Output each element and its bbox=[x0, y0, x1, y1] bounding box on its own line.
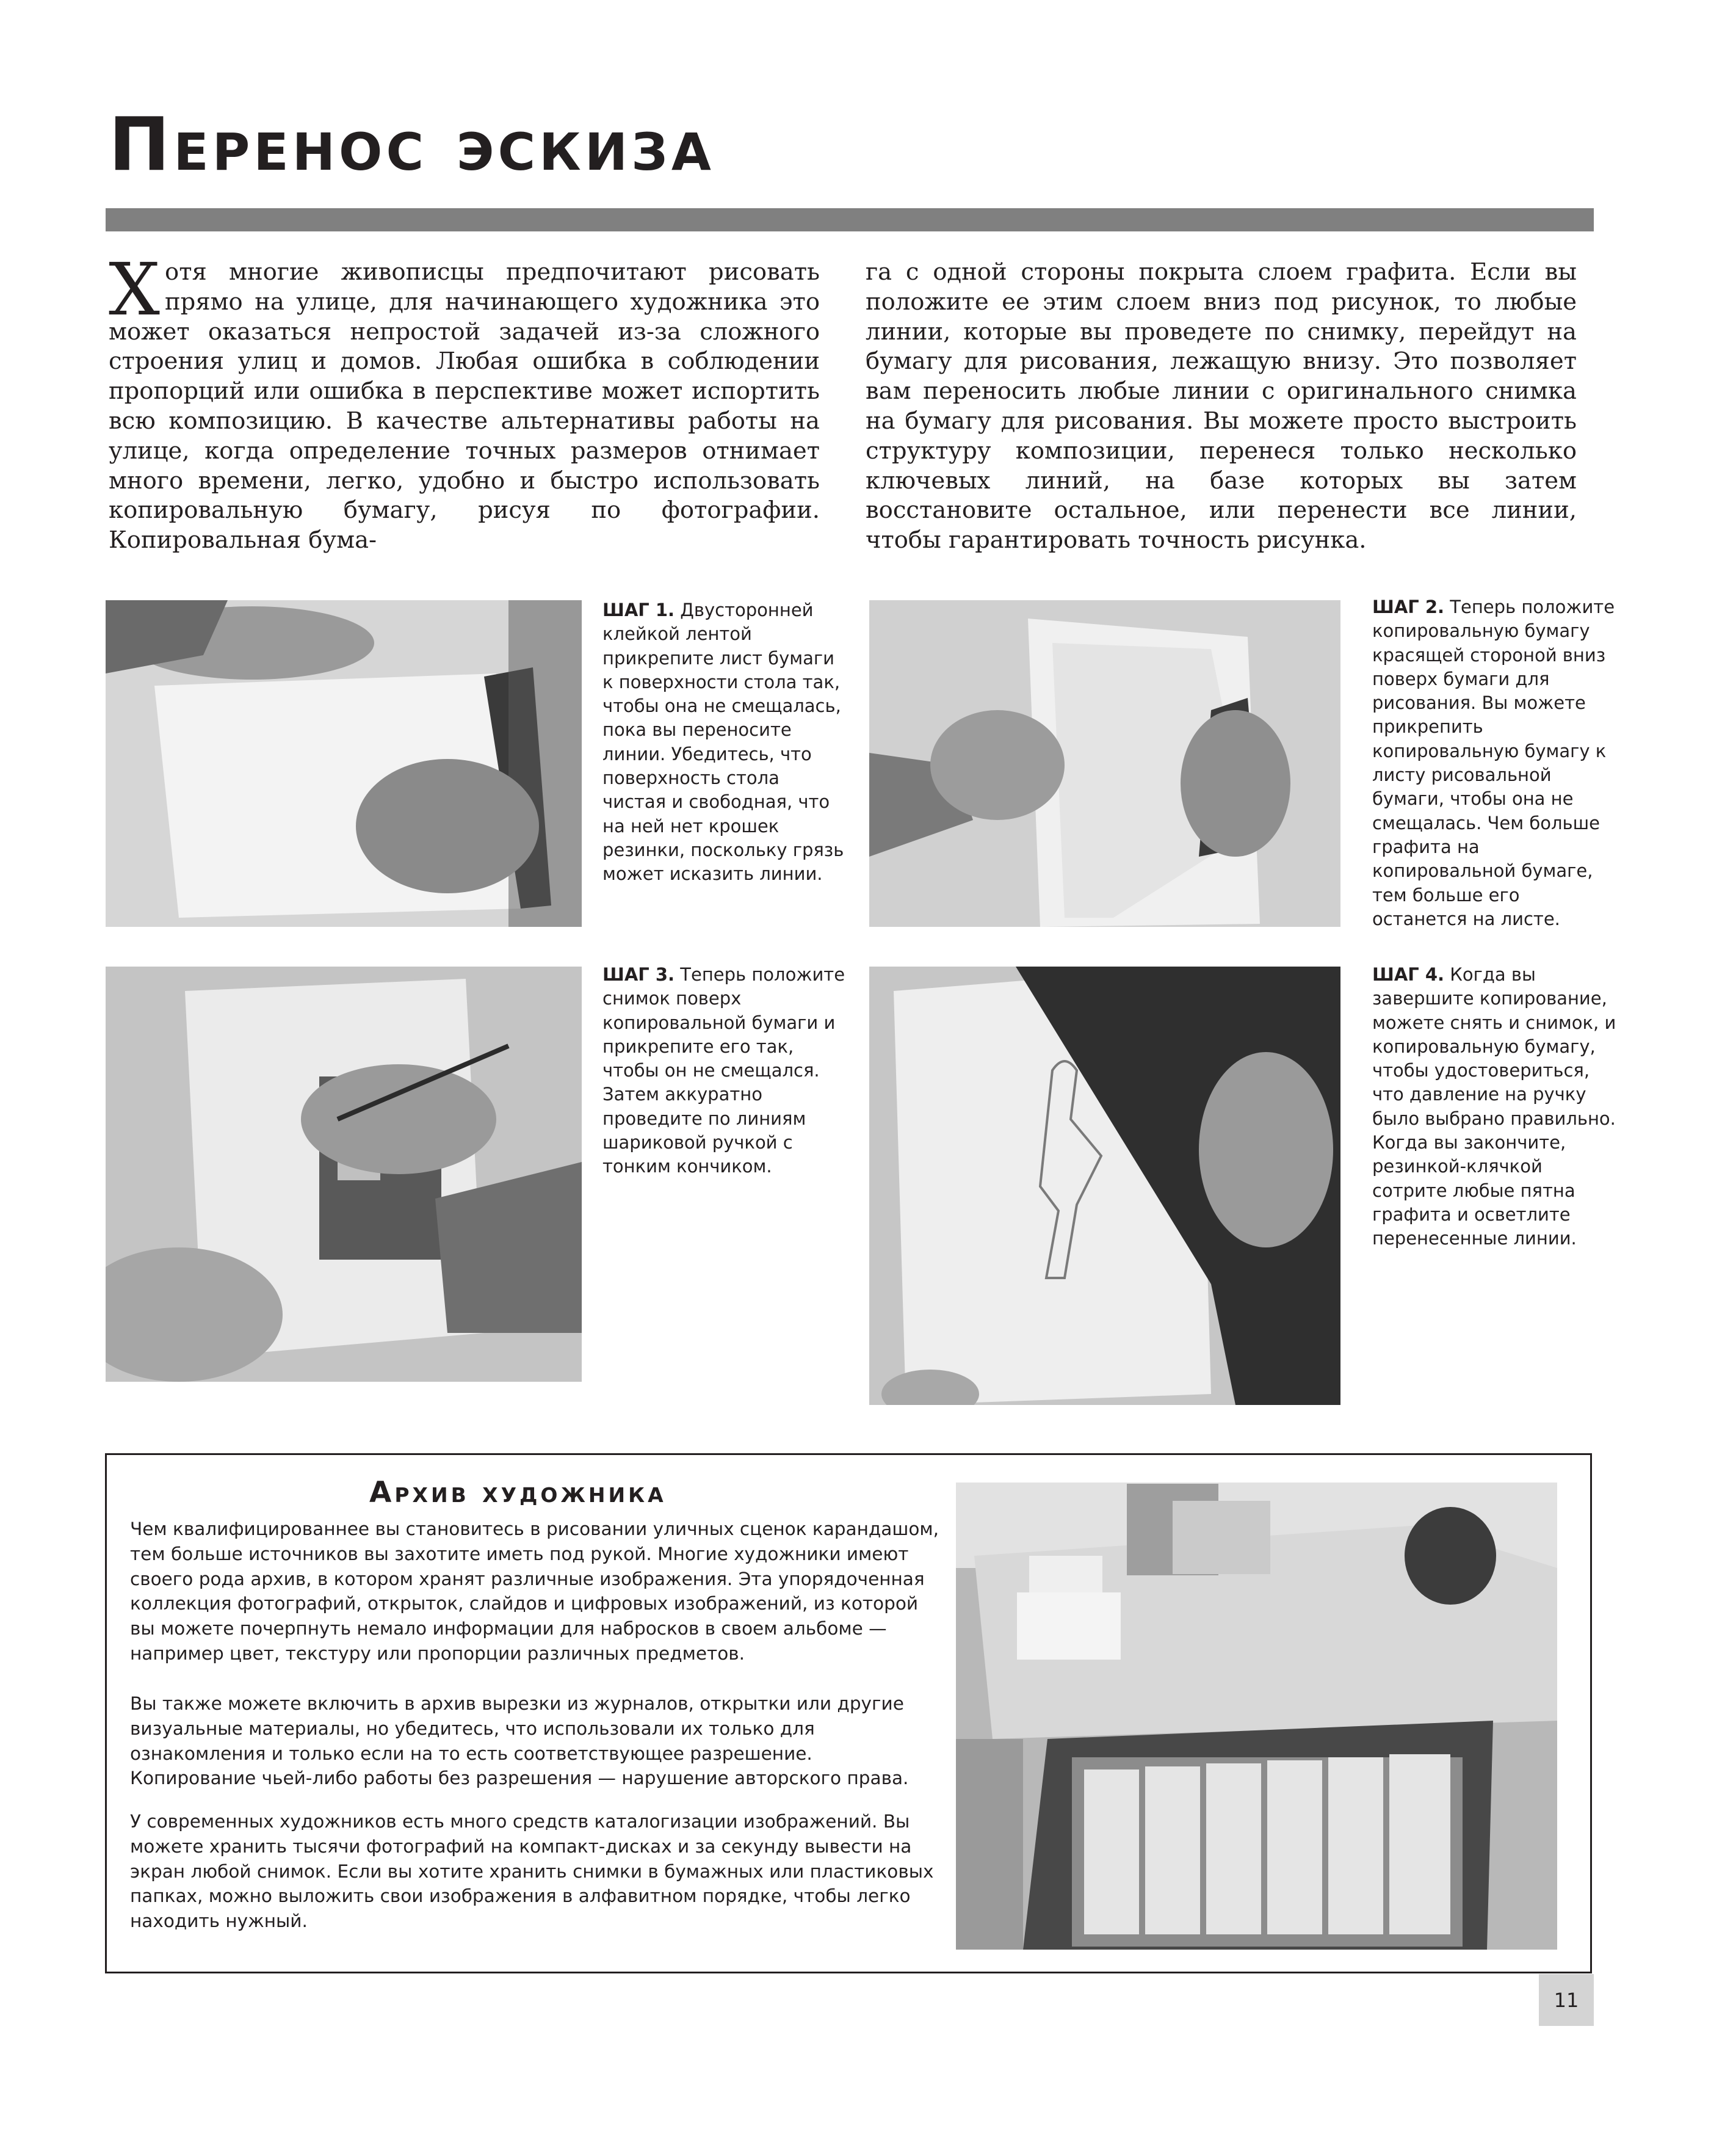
step1-photo bbox=[106, 600, 582, 927]
step1-caption bbox=[602, 598, 847, 887]
sidebar-paragraph-1: Чем квалифицированнее вы становитесь в рисовании уличных сценок карандашом, тем больше источников вы захотите иметь под рукой. Многие художники имеют своего рода архив, в котором хранят различные изображения. Эта упорядоченная коллекция фотографий, открыток, слайдов и цифровых изображений, из которой вы можете почерпнуть немало информации для набросков в своем альбоме — например цвет, текстуру или пропорции различных предметов. bbox=[130, 1519, 939, 1664]
step1-text: Двусторонней клейкой лентой прикрепите лист бумаги к поверхности стола так, чтобы она не смещалась, пока вы переносите линии. Убедитесь, что поверхность стола чистая и свободная, что на ней нет крошек резинки, поскольку грязь может исказить линии. bbox=[602, 600, 844, 885]
step2-label: ШАГ 2. bbox=[1372, 597, 1445, 617]
intro-text-left: отя многие живописцы предпочитают рисовать прямо на улице, для начинающего художника это может оказаться непростой задачей из-за сложного строения улиц и домов. Любая ошибка в соблюдении пропорций или ошибка в перспективе может испортить всю композицию. В качестве альтернативы работы на улице, когда определение точных размеров отнимает много времени, легко, удобно и быстро использовать копировальную бумагу, рисуя по фотографии. Копировальная бума- bbox=[109, 258, 820, 554]
step3-photo bbox=[106, 967, 582, 1382]
archive-drawer-photo bbox=[956, 1483, 1557, 1950]
step3-text: Теперь положите снимок поверх копировальной бумаги и прикрепите его так, чтобы он не смещался. Затем аккуратно проведите по линиям шариковой ручкой с тонким кончиком. bbox=[602, 964, 845, 1177]
step4-caption bbox=[1372, 963, 1616, 1251]
step2-caption bbox=[1372, 595, 1616, 931]
title-rule bbox=[106, 208, 1594, 231]
drop-cap: Х bbox=[109, 247, 161, 332]
sidebar-paragraph-2: Вы также можете включить в архив вырезки из журналов, открытки или другие визуальные материалы, но убедитесь, что использовали их только для ознакомления и только если на то есть соответствующее разрешение. Копирование чьей-либо работы без разрешения — нарушение авторского права. bbox=[130, 1693, 909, 1789]
step2-text: Теперь положите копировальную бумагу красящей стороной вниз поверх бумаги для рисования. Вы можете прикрепить копировальную бумагу к листу рисовальной бумаги, чтобы она не смещалась. Чем больше графита на копировальной бумаге, тем больше его останется на листе. bbox=[1372, 597, 1615, 929]
step2-photo bbox=[869, 600, 1340, 927]
sidebar-paragraph-3: У современных художников есть много средств каталогизации изображений. Вы можете хранить тысячи фотографий на компакт-дисках и за секунду вывести на экран любой снимок. Если вы хотите хранить снимки в бумажных или пластиковых папках, можно выложить свои изображения в алфавитном порядке, чтобы легко находить нужный. bbox=[130, 1811, 934, 1932]
page-title: Перенос эскиза bbox=[109, 103, 715, 187]
page-number: 11 bbox=[1539, 1974, 1594, 2026]
sidebar-title: Архив художника bbox=[369, 1476, 667, 1509]
step4-photo bbox=[869, 967, 1340, 1405]
step3-label: ШАГ 3. bbox=[602, 964, 675, 985]
intro-column-right: га с одной стороны покрыта слоем графита. Если вы положите ее этим слоем вниз под рисунок, то любые линии, которые вы проведете по снимку, перейдут на бумагу для рисования, лежащую внизу. Это позволяет вам переносить любые линии с оригинального снимка на бумагу для рисования. Вы можете просто выстроить структуру композиции, перенеся только несколько ключевых линий, на базе которых вы затем восстановите остальное, или перенести все линии, чтобы гарантировать точность рисунка. bbox=[866, 258, 1577, 554]
intro-column-left bbox=[109, 247, 820, 556]
step4-label: ШАГ 4. bbox=[1372, 964, 1445, 985]
step4-text: Когда вы завершите копирование, можете снять и снимок, и копировальную бумагу, чтобы удостовериться, что давление на ручку было выбрано правильно. Когда вы закончите, резинкой-клячкой сотрите любые пятна графита и осветлите перенесенные линии. bbox=[1372, 964, 1616, 1249]
step3-caption bbox=[602, 963, 847, 1179]
step1-label: ШАГ 1. bbox=[602, 600, 675, 620]
